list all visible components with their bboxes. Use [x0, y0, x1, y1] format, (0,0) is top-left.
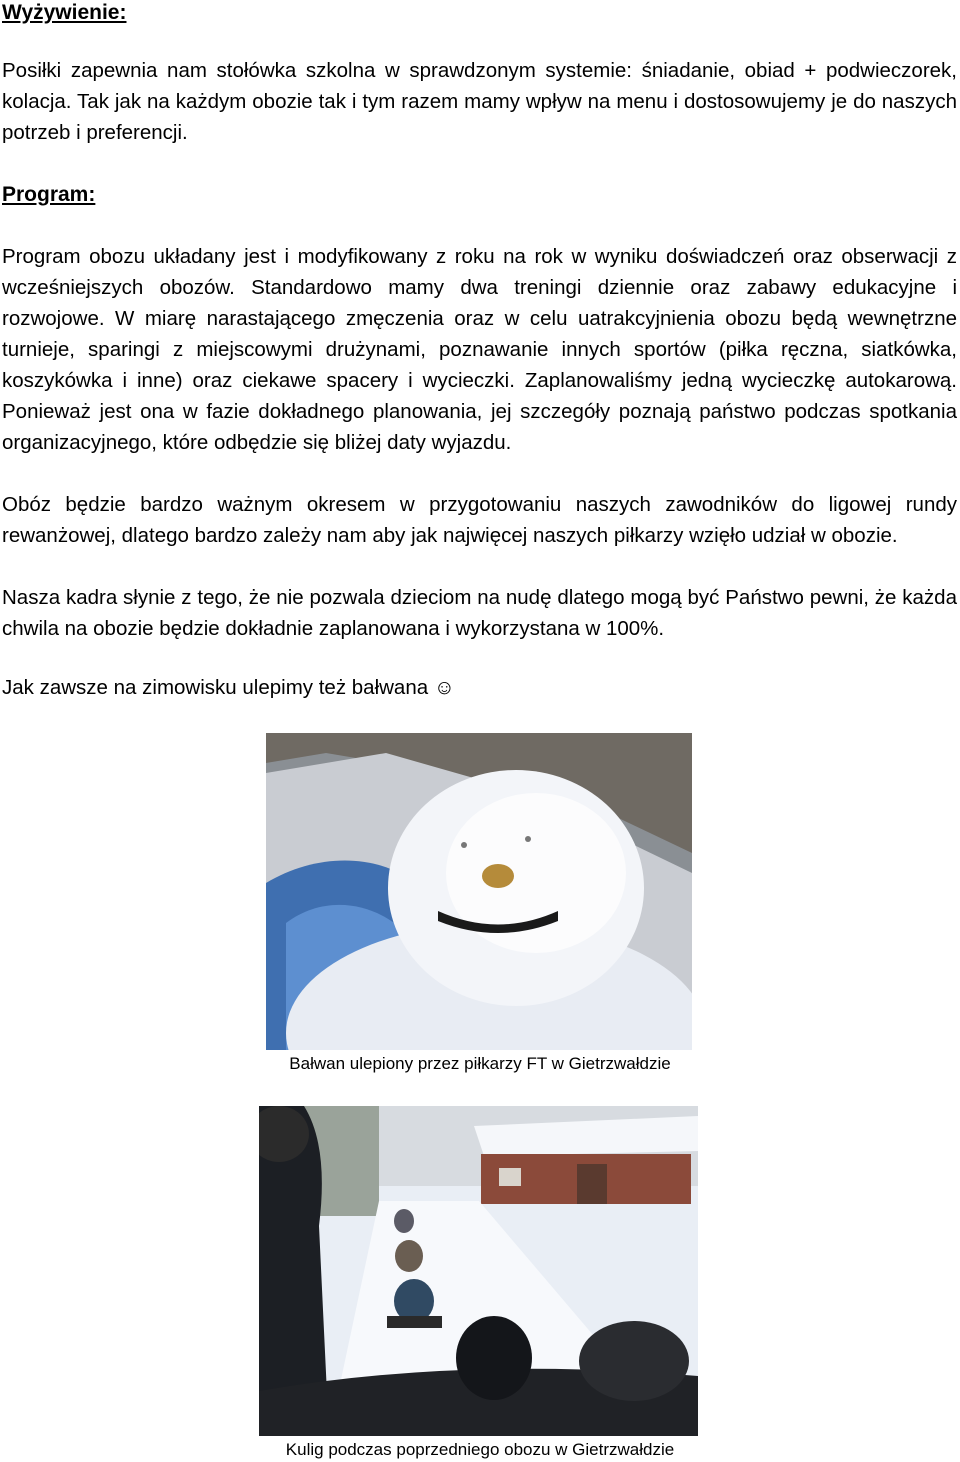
- smiley-icon: ☺: [433, 676, 455, 699]
- program-paragraph-2: Obóz będzie bardzo ważnym okresem w przygotowaniu naszych zawodników do ligowej rundy rewanżowej, dlatego bardzo zależy nam aby jak najwięcej naszych piłkarzy wzięło udział w obozie.: [2, 493, 957, 547]
- meals-heading: Wyżywienie:: [2, 1, 127, 24]
- snowman-line-text: Jak zawsze na zimowisku ulepimy też bałwana: [2, 676, 429, 699]
- sleigh-ride-photo: [259, 1106, 698, 1436]
- snowman-caption: Bałwan ulepiony przez piłkarzy FT w Gietrzwałdzie: [289, 1054, 671, 1073]
- snowman-illustration: [266, 733, 692, 1050]
- program-paragraph-1: Program obozu układany jest i modyfikowany z roku na rok w wyniku doświadczeń oraz obserwacji z wcześniejszych obozów. Standardowo mamy dwa treningi dziennie oraz zabawy edukacyjne i rozwojowe. W miarę narastającego zmęczenia oraz w celu uatrakcyjnienia obozu będą wewnętrzne turnieje, sparingi z miejscowymi drużynami, poznawanie innych sportów (piłka ręczna, siatkówka, koszykówka i inne) oraz ciekawe spacery i wycieczki. Zaplanowaliśmy jedną wycieczkę autokarową. Ponieważ jest ona w fazie dokładnego planowania, jej szczegóły poznają państwo podczas spotkania organizacyjnego, które odbędzie się bliżej daty wyjazdu.: [2, 245, 957, 454]
- program-heading: Program:: [2, 183, 96, 206]
- meals-paragraph: Posiłki zapewnia nam stołówka szkolna w sprawdzonym systemie: śniadanie, obiad + podwieczorek, kolacja. Tak jak na każdym obozie tak i tym razem mamy wpływ na menu i dostosowujemy je do naszych potrzeb i preferencji.: [2, 59, 957, 144]
- program-paragraph-3: Nasza kadra słynie z tego, że nie pozwala dzieciom na nudę dlatego mogą być Państwo pewni, że każda chwila na obozie będzie dokładnie zaplanowana i wykorzystana w 100%.: [2, 586, 957, 640]
- sleigh-ride-illustration: [259, 1106, 698, 1436]
- snowman-photo: [266, 733, 692, 1050]
- snowman-line: [2, 672, 957, 703]
- sleigh-ride-caption: Kulig podczas poprzedniego obozu w Gietrzwałdzie: [285, 1440, 675, 1459]
